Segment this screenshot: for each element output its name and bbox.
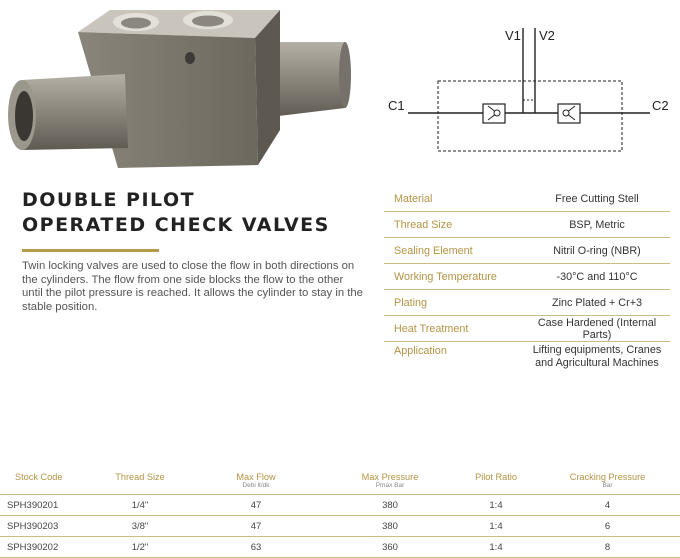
product-table-header bbox=[0, 468, 680, 494]
spec-value: Zinc Plated + Cr+3 bbox=[551, 296, 643, 309]
spec-label: Heat Treatment bbox=[394, 322, 469, 335]
spec-value: -30°C and 110°C bbox=[556, 270, 638, 283]
title-line-1: DOUBLE PILOT bbox=[22, 189, 196, 211]
spec-label: Application bbox=[394, 345, 447, 357]
cell-max-pressure: 380 bbox=[382, 521, 398, 532]
spec-row-plating bbox=[384, 290, 670, 316]
header-sub: Debi lt/dk bbox=[242, 482, 270, 489]
spec-row-material bbox=[384, 186, 670, 212]
table-row bbox=[0, 536, 680, 558]
header-thread-size: Thread Size bbox=[115, 472, 165, 482]
header-cracking-pressure: Cracking Pressure Bar bbox=[560, 472, 655, 489]
cell-thread-size: 3/8" bbox=[131, 521, 149, 532]
header-sub: Pmax Bar bbox=[375, 482, 405, 489]
spec-value-line-2: and Agricultural Machines bbox=[535, 357, 659, 369]
label-v1: V1 bbox=[505, 28, 521, 43]
spec-value-line-1: Lifting equipments, Cranes bbox=[532, 344, 662, 356]
spec-row-application bbox=[384, 342, 670, 382]
cell-pilot-ratio: 1:4 bbox=[489, 521, 503, 532]
table-row bbox=[0, 515, 680, 536]
spec-value bbox=[514, 342, 670, 370]
title-line-2: OPERATED CHECK VALVES bbox=[22, 214, 330, 236]
spec-label: Material bbox=[394, 192, 433, 205]
cell-pilot-ratio: 1:4 bbox=[489, 542, 503, 553]
header-stock-code: Stock Code bbox=[15, 472, 63, 482]
cell-thread-size: 1/2" bbox=[131, 542, 149, 553]
cell-max-flow: 47 bbox=[250, 500, 262, 511]
spec-row-working-temperature bbox=[384, 264, 670, 290]
spec-row-thread-size bbox=[384, 212, 670, 238]
spec-label: Plating bbox=[394, 296, 428, 309]
label-c2: C2 bbox=[652, 98, 669, 113]
cell-max-pressure: 380 bbox=[382, 500, 398, 511]
page-title bbox=[22, 188, 330, 238]
table-row bbox=[0, 494, 680, 515]
label-c1: C1 bbox=[388, 98, 405, 113]
header-max-flow: Max Flow Debi lt/dk bbox=[225, 472, 287, 489]
cell-thread-size: 1/4" bbox=[131, 500, 149, 511]
cell-max-pressure: 360 bbox=[382, 542, 398, 553]
spec-value: Case Hardened (Internal Parts) bbox=[537, 316, 657, 341]
product-table bbox=[0, 468, 680, 558]
spec-value: Nitril O-ring (NBR) bbox=[553, 244, 641, 257]
cell-max-flow: 47 bbox=[250, 521, 262, 532]
cell-cracking-pressure: 6 bbox=[604, 521, 611, 532]
hydraulic-schematic bbox=[380, 18, 680, 168]
cell-pilot-ratio: 1:4 bbox=[489, 500, 503, 511]
cell-max-flow: 63 bbox=[250, 542, 262, 553]
label-v2: V2 bbox=[539, 28, 555, 43]
title-underline bbox=[22, 249, 159, 252]
product-photo bbox=[0, 0, 370, 175]
description: Twin locking valves are used to close the flow in both directions on the cylinders. The flow from one side blocks the flow to the other until the pilot pressure is reached. It allows the cylinder to stay in the stable position. bbox=[22, 260, 363, 313]
spec-value: Free Cutting Stell bbox=[555, 192, 639, 205]
spec-table bbox=[384, 186, 670, 382]
header-sub: Bar bbox=[602, 482, 613, 489]
cell-stock-code: SPH390202 bbox=[7, 542, 59, 553]
spec-label: Working Temperature bbox=[394, 270, 497, 283]
spec-row-heat-treatment bbox=[384, 316, 670, 342]
cell-stock-code: SPH390203 bbox=[7, 521, 59, 532]
header-pilot-ratio: Pilot Ratio bbox=[475, 472, 517, 482]
spec-label: Sealing Element bbox=[394, 244, 473, 257]
header-max-pressure: Max Pressure Pmax Bar bbox=[345, 472, 435, 489]
spec-label: Thread Size bbox=[394, 218, 453, 231]
cell-cracking-pressure: 8 bbox=[604, 542, 611, 553]
cell-stock-code: SPH390201 bbox=[7, 500, 59, 511]
spec-value: BSP, Metric bbox=[569, 218, 625, 231]
spec-row-sealing-element bbox=[384, 238, 670, 264]
cell-cracking-pressure: 4 bbox=[604, 500, 611, 511]
